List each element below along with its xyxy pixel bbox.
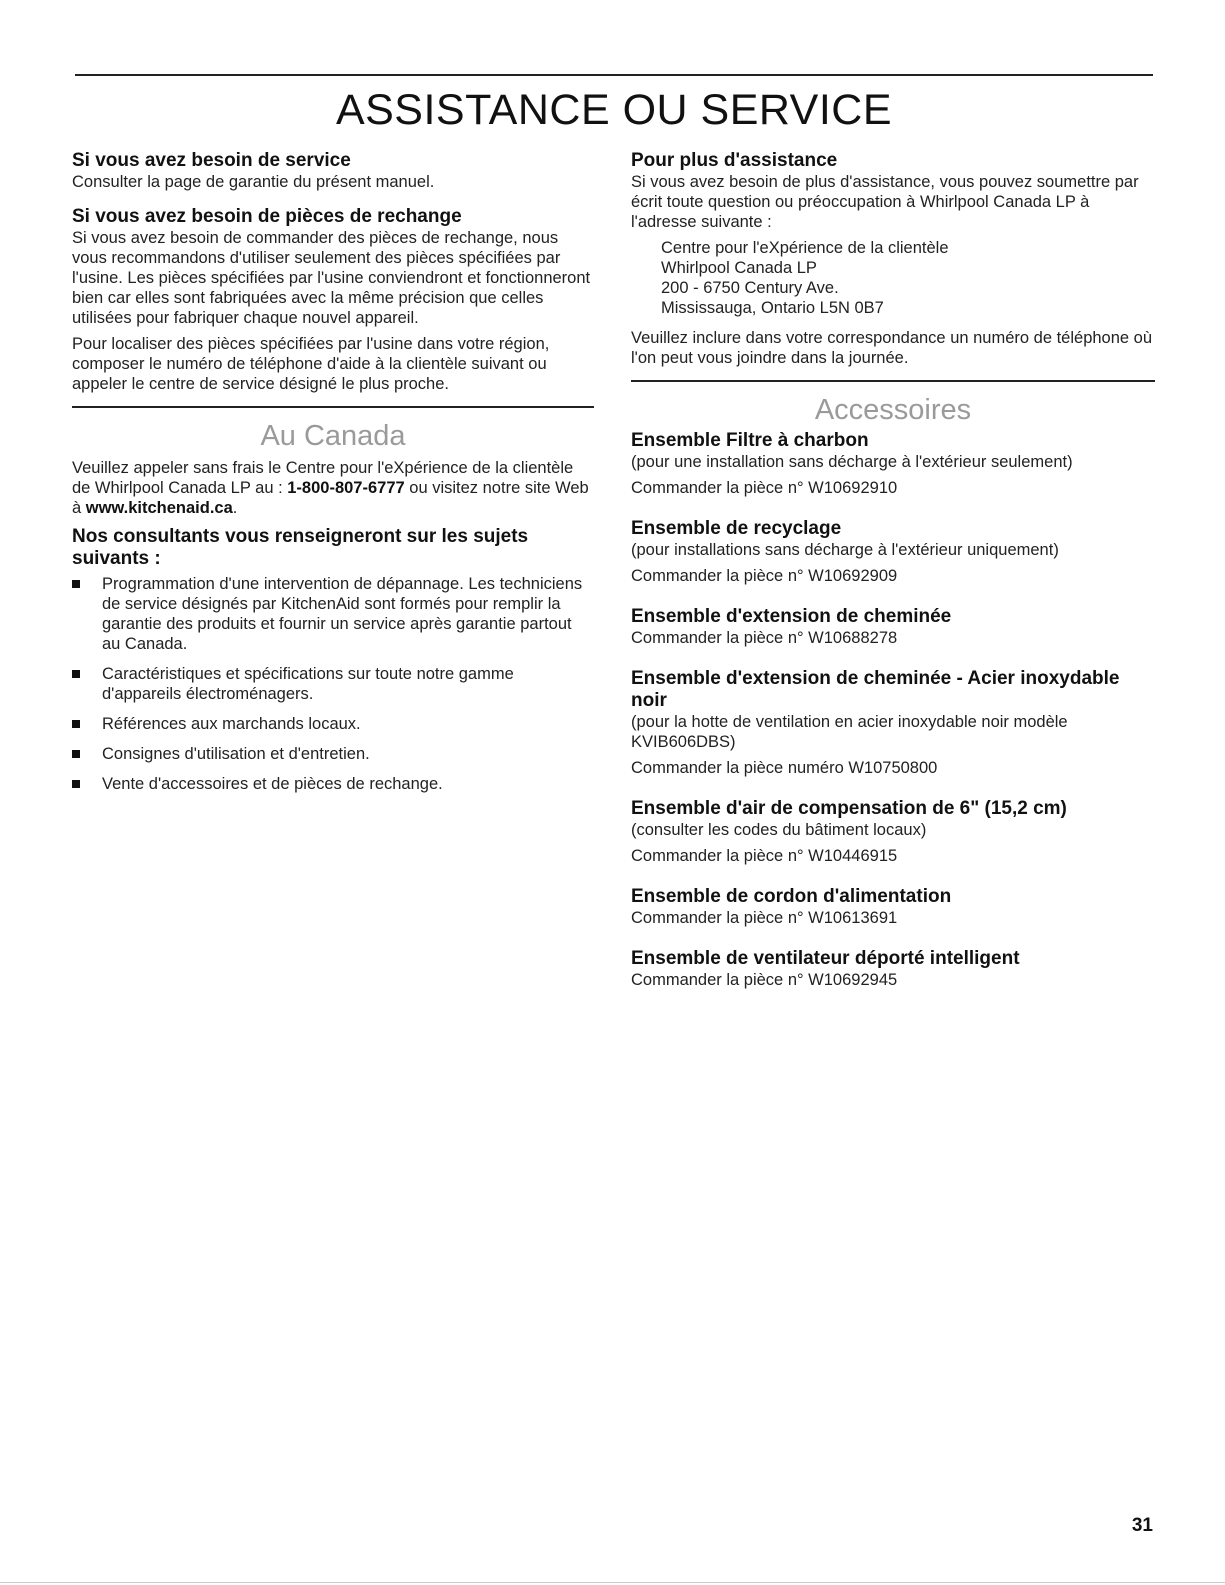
accessory-item (631, 518, 1155, 586)
accessory-name: Ensemble Filtre à charbon (631, 430, 869, 451)
page-number: 31 (1131, 1515, 1153, 1536)
accessory-order: Commander la pièce n° W10688278 (631, 629, 898, 647)
square-bullet-icon (72, 670, 80, 678)
website-link[interactable]: www.kitchenaid.ca (85, 499, 233, 517)
canada-intro: Veuillez appeler sans frais le Centre pour l'eXpérience de la clientèle de Whirlpool Canada LP au : 1-800-807-6777 ou visitez notre site Web à www.kitchenaid.ca. (72, 459, 589, 517)
assistance-footer: Veuillez inclure dans votre correspondance un numéro de téléphone où l'on peut vous joindre dans la journée. (631, 329, 1153, 367)
parts-heading: Si vous avez besoin de pièces de rechange (72, 206, 462, 227)
square-bullet-icon (72, 720, 80, 728)
accessory-name: Ensemble d'air de compensation de 6" (15,2 cm) (631, 798, 1067, 819)
accessory-order: Commander la pièce n° W10446915 (631, 847, 898, 865)
accessory-item (631, 430, 1155, 498)
list-item: Caractéristiques et spécifications sur toute notre gamme d'appareils électroménagers. (72, 664, 594, 704)
consultants-list (72, 574, 594, 794)
accessory-item (631, 668, 1155, 778)
accessory-note: (pour la hotte de ventilation en acier inoxydable noir modèle KVIB606DBS) (631, 713, 1068, 751)
service-heading: Si vous avez besoin de service (72, 150, 351, 171)
square-bullet-icon (72, 580, 80, 588)
accessory-name: Ensemble d'extension de cheminée (631, 606, 952, 627)
accessory-order: Commander la pièce n° W10692910 (631, 479, 898, 497)
accessory-name: Ensemble de cordon d'alimentation (631, 886, 952, 907)
square-bullet-icon (72, 750, 80, 758)
parts-body-1: Si vous avez besoin de commander des pièces de rechange, nous vous recommandons d'utiliser seulement des pièces spécifiées par l'usine. Les pièces spécifiées par l'usine conviendront et fonctionneront bien car elles sont fabriquées avec la même précision que celles utilisées pour fabriquer chaque nouvel appareil. (72, 229, 591, 327)
address-line: 200 - 6750 Century Ave. (661, 279, 839, 297)
list-item: Vente d'accessoires et de pièces de rechange. (72, 774, 594, 794)
accessory-note: (pour installations sans décharge à l'extérieur uniquement) (631, 541, 1059, 559)
address-line: Mississauga, Ontario L5N 0B7 (661, 299, 884, 317)
left-column (72, 150, 594, 804)
mailing-address (631, 238, 1155, 318)
bottom-edge (0, 1582, 1225, 1583)
address-line: Whirlpool Canada LP (661, 259, 817, 277)
top-divider (75, 74, 1153, 76)
accessory-note: (pour une installation sans décharge à l'extérieur seulement) (631, 453, 1073, 471)
accessory-name: Ensemble d'extension de cheminée - Acier inoxydable noir (631, 668, 1120, 711)
consultants-heading: Nos consultants vous renseigneront sur les sujets suivants : (72, 526, 529, 569)
assistance-body: Si vous avez besoin de plus d'assistance, vous pouvez soumettre par écrit toute question ou préoccupation à Whirlpool Canada LP à l'adresse suivante : (631, 173, 1139, 231)
right-column (631, 150, 1155, 990)
accessory-order: Commander la pièce n° W10692945 (631, 971, 898, 989)
accessory-order: Commander la pièce n° W10613691 (631, 909, 898, 927)
page-title: ASSISTANCE OU SERVICE (335, 86, 893, 134)
list-item: Programmation d'une intervention de dépannage. Les techniciens de service désignés par KitchenAid sont formés pour remplir la garantie des produits et fournir un service après garantie partout au Canada. (72, 574, 594, 654)
accessory-item (631, 886, 1155, 928)
accessory-item (631, 798, 1155, 866)
list-item: Consignes d'utilisation et d'entretien. (72, 744, 594, 764)
parts-body-2: Pour localiser des pièces spécifiées par l'usine dans votre région, composer le numéro de téléphone d'aide à la clientèle suivant ou appeler le centre de service désigné le plus proche. (72, 335, 550, 393)
accessory-item (631, 606, 1155, 648)
accessories-section-title: Accessoires (814, 394, 972, 426)
service-body: Consulter la page de garantie du présent manuel. (72, 173, 435, 191)
assistance-heading: Pour plus d'assistance (631, 150, 838, 171)
phone-number: 1-800-807-6777 (287, 479, 405, 497)
address-line: Centre pour l'eXpérience de la clientèle (661, 239, 949, 257)
accessory-item (631, 948, 1155, 990)
canada-section-title: Au Canada (260, 420, 406, 452)
accessory-order: Commander la pièce n° W10692909 (631, 567, 898, 585)
accessory-note: (consulter les codes du bâtiment locaux) (631, 821, 927, 839)
list-item: Références aux marchands locaux. (72, 714, 594, 734)
square-bullet-icon (72, 780, 80, 788)
accessory-name: Ensemble de recyclage (631, 518, 842, 539)
accessory-name: Ensemble de ventilateur déporté intelligent (631, 948, 1020, 969)
accessory-order: Commander la pièce numéro W10750800 (631, 759, 938, 777)
